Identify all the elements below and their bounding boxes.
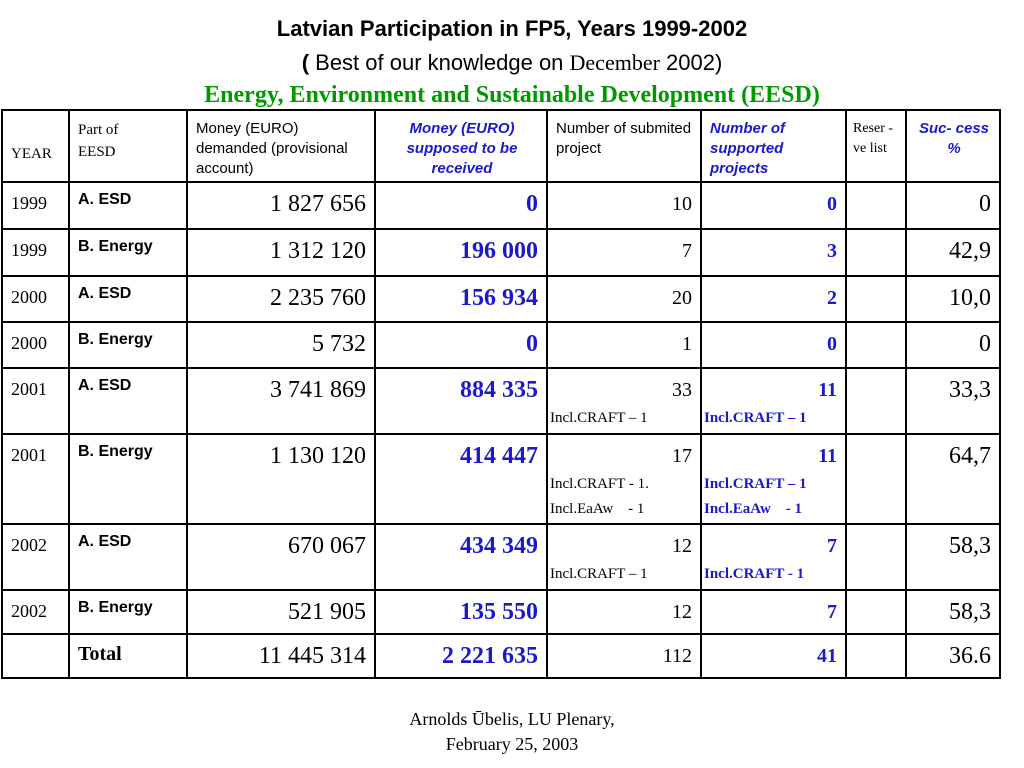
money-demanded-cell-value: 3 741 869 <box>270 377 366 403</box>
success-cell <box>906 634 1000 678</box>
supported-cell-value: 3 <box>827 240 837 262</box>
submitted-cell <box>547 634 701 678</box>
money-demanded-cell-value: 2 235 760 <box>270 285 366 311</box>
success-cell-value: 10,0 <box>949 285 991 311</box>
year-cell-value: 1999 <box>11 240 47 260</box>
money-demanded-cell-value: 1 827 656 <box>270 191 366 217</box>
total-row <box>2 634 1000 678</box>
reserve-cell <box>846 276 906 322</box>
reserve-cell <box>846 590 906 634</box>
part-cell-value: Total <box>78 643 122 665</box>
table-row <box>2 524 1000 590</box>
submitted-cell <box>547 368 701 434</box>
reserve-cell <box>846 434 906 524</box>
slide-footer <box>0 707 1024 757</box>
submitted-cell-value: 12 <box>672 601 692 623</box>
part-cell-value: A. ESD <box>78 285 132 302</box>
submitted-cell-value: 12 <box>672 535 692 557</box>
header-supported: Number of supported projects <box>701 110 846 182</box>
year-cell <box>2 634 69 678</box>
money-demanded-cell <box>187 229 375 276</box>
submitted-cell <box>547 590 701 634</box>
supported-cell-value: 7 <box>827 601 837 623</box>
supported-cell-value: 11 <box>818 445 837 467</box>
money-demanded-cell <box>187 634 375 678</box>
header-part-line2: EESD <box>78 144 116 160</box>
money-received-cell-value: 156 934 <box>460 285 538 311</box>
year-cell <box>2 434 69 524</box>
supported-cell-note: Incl.CRAFT – 1 <box>704 476 807 492</box>
success-cell-value: 0 <box>979 191 991 217</box>
part-cell <box>69 322 187 368</box>
success-cell <box>906 182 1000 229</box>
money-received-cell-value: 2 221 635 <box>442 643 538 669</box>
year-cell <box>2 322 69 368</box>
subtitle-part-c: 2002 <box>659 50 715 75</box>
supported-cell-note: Incl.EaAw - 1 <box>704 501 803 517</box>
money-received-cell-value: 414 447 <box>460 443 538 469</box>
supported-cell-note: Incl.CRAFT – 1 <box>704 410 807 426</box>
supported-cell-value: 0 <box>827 193 837 215</box>
submitted-cell <box>547 229 701 276</box>
supported-cell <box>701 368 846 434</box>
supported-cell-note: Incl.CRAFT - 1 <box>704 566 805 582</box>
part-cell-value: A. ESD <box>78 533 132 550</box>
money-demanded-cell-value: 670 067 <box>288 533 366 559</box>
program-title: Energy, Environment and Sustainable Development (EESD) <box>204 82 820 108</box>
year-cell <box>2 229 69 276</box>
submitted-cell-value: 112 <box>662 645 692 667</box>
money-received-cell <box>375 368 547 434</box>
success-cell <box>906 229 1000 276</box>
money-received-cell <box>375 182 547 229</box>
part-cell-value: A. ESD <box>78 377 132 394</box>
supported-cell <box>701 276 846 322</box>
reserve-cell <box>846 322 906 368</box>
submitted-cell-value: 7 <box>682 240 692 262</box>
money-received-cell-value: 0 <box>526 331 538 357</box>
success-cell-value: 0 <box>979 331 991 357</box>
header-reserve: Reser -ve list <box>846 110 906 182</box>
part-cell <box>69 634 187 678</box>
header-money-demanded: Money (EURO) demanded (provisional account) <box>187 110 375 182</box>
submitted-cell-note: Incl.CRAFT – 1 <box>550 566 648 582</box>
header-part-line1: Part of <box>78 122 119 138</box>
success-cell-value: 64,7 <box>949 443 991 469</box>
money-demanded-cell-value: 5 732 <box>312 331 366 357</box>
table-row <box>2 182 1000 229</box>
success-cell <box>906 524 1000 590</box>
money-received-cell <box>375 229 547 276</box>
money-demanded-cell <box>187 322 375 368</box>
reserve-cell <box>846 524 906 590</box>
submitted-cell-note: Incl.EaAw - 1 <box>550 501 645 517</box>
submitted-cell <box>547 276 701 322</box>
money-demanded-cell <box>187 434 375 524</box>
money-received-cell-value: 135 550 <box>460 599 538 625</box>
submitted-cell-value: 1 <box>682 333 692 355</box>
part-cell-value: A. ESD <box>78 191 132 208</box>
submitted-cell <box>547 434 701 524</box>
submitted-cell-note: Incl.CRAFT - 1. <box>550 476 649 492</box>
table-header-row <box>2 110 1000 182</box>
part-cell <box>69 524 187 590</box>
submitted-cell-value: 33 <box>672 379 692 401</box>
success-cell-value: 58,3 <box>949 533 991 559</box>
participation-table <box>1 109 1001 679</box>
year-cell-value: 2000 <box>11 333 47 353</box>
header-money-received: Money (EURO) supposed to be received <box>375 110 547 182</box>
part-cell <box>69 434 187 524</box>
supported-cell <box>701 229 846 276</box>
subtitle-paren-close: ) <box>714 50 723 75</box>
subtitle-part-b: December <box>569 50 660 75</box>
supported-cell <box>701 590 846 634</box>
header-submitted: Number of submited project <box>547 110 701 182</box>
success-cell <box>906 590 1000 634</box>
supported-cell-value: 41 <box>817 645 837 667</box>
header-part <box>69 110 187 182</box>
table-row <box>2 276 1000 322</box>
year-cell-value: 2002 <box>11 601 47 621</box>
part-cell <box>69 182 187 229</box>
money-received-cell <box>375 434 547 524</box>
supported-cell-value: 7 <box>827 535 837 557</box>
submitted-cell-value: 20 <box>672 287 692 309</box>
part-cell-value: B. Energy <box>78 331 153 348</box>
year-cell <box>2 276 69 322</box>
part-cell <box>69 229 187 276</box>
subtitle-paren-open: ( <box>301 50 316 75</box>
money-received-cell <box>375 634 547 678</box>
success-cell-value: 42,9 <box>949 238 991 264</box>
success-cell-value: 36.6 <box>949 643 991 669</box>
supported-cell <box>701 524 846 590</box>
part-cell <box>69 368 187 434</box>
part-cell-value: B. Energy <box>78 238 153 255</box>
year-cell <box>2 182 69 229</box>
part-cell-value: B. Energy <box>78 599 153 616</box>
submitted-cell <box>547 322 701 368</box>
money-demanded-cell <box>187 524 375 590</box>
supported-cell <box>701 634 846 678</box>
success-cell-value: 58,3 <box>949 599 991 625</box>
money-demanded-cell <box>187 368 375 434</box>
year-cell-value: 2002 <box>11 535 47 555</box>
success-cell <box>906 434 1000 524</box>
table-row <box>2 368 1000 434</box>
subtitle-part-a: Best of our knowledge on <box>315 50 570 75</box>
header-year: YEAR <box>2 110 69 182</box>
slide-subtitle <box>0 50 1024 76</box>
success-cell <box>906 368 1000 434</box>
part-cell-value: B. Energy <box>78 443 153 460</box>
year-cell <box>2 368 69 434</box>
money-received-cell-value: 884 335 <box>460 377 538 403</box>
part-cell <box>69 276 187 322</box>
supported-cell-value: 11 <box>818 379 837 401</box>
table-row <box>2 229 1000 276</box>
submitted-cell <box>547 524 701 590</box>
year-cell-value: 2000 <box>11 287 47 307</box>
supported-cell <box>701 322 846 368</box>
table-row <box>2 434 1000 524</box>
supported-cell <box>701 434 846 524</box>
year-cell-value: 2001 <box>11 445 47 465</box>
supported-cell-value: 0 <box>827 333 837 355</box>
money-demanded-cell <box>187 276 375 322</box>
year-cell <box>2 590 69 634</box>
money-demanded-cell <box>187 182 375 229</box>
money-received-cell <box>375 276 547 322</box>
submitted-cell-note: Incl.CRAFT – 1 <box>550 410 648 426</box>
money-demanded-cell-value: 521 905 <box>288 599 366 625</box>
year-cell-value: 1999 <box>11 193 47 213</box>
supported-cell <box>701 182 846 229</box>
slide-title: Latvian Participation in FP5, Years 1999-2002 <box>276 16 748 41</box>
table-row <box>2 322 1000 368</box>
supported-cell-value: 2 <box>827 287 837 309</box>
money-received-cell-value: 196 000 <box>460 238 538 264</box>
reserve-cell <box>846 634 906 678</box>
submitted-cell <box>547 182 701 229</box>
money-demanded-cell-value: 11 445 314 <box>258 643 366 669</box>
money-received-cell <box>375 590 547 634</box>
footer-date: February 25, 2003 <box>445 734 579 754</box>
reserve-cell <box>846 182 906 229</box>
money-demanded-cell-value: 1 312 120 <box>270 238 366 264</box>
success-cell-value: 33,3 <box>949 377 991 403</box>
table-row <box>2 590 1000 634</box>
money-demanded-cell <box>187 590 375 634</box>
submitted-cell-value: 17 <box>672 445 692 467</box>
reserve-cell <box>846 368 906 434</box>
money-received-cell-value: 0 <box>526 191 538 217</box>
header-success: Suc- cess % <box>906 110 1000 182</box>
money-received-cell-value: 434 349 <box>460 533 538 559</box>
money-demanded-cell-value: 1 130 120 <box>270 443 366 469</box>
money-received-cell <box>375 524 547 590</box>
success-cell <box>906 322 1000 368</box>
footer-author: Arnolds Ūbelis, LU Plenary, <box>409 709 615 729</box>
success-cell <box>906 276 1000 322</box>
part-cell <box>69 590 187 634</box>
submitted-cell-value: 10 <box>672 193 692 215</box>
money-received-cell <box>375 322 547 368</box>
year-cell-value: 2001 <box>11 379 47 399</box>
year-cell <box>2 524 69 590</box>
reserve-cell <box>846 229 906 276</box>
